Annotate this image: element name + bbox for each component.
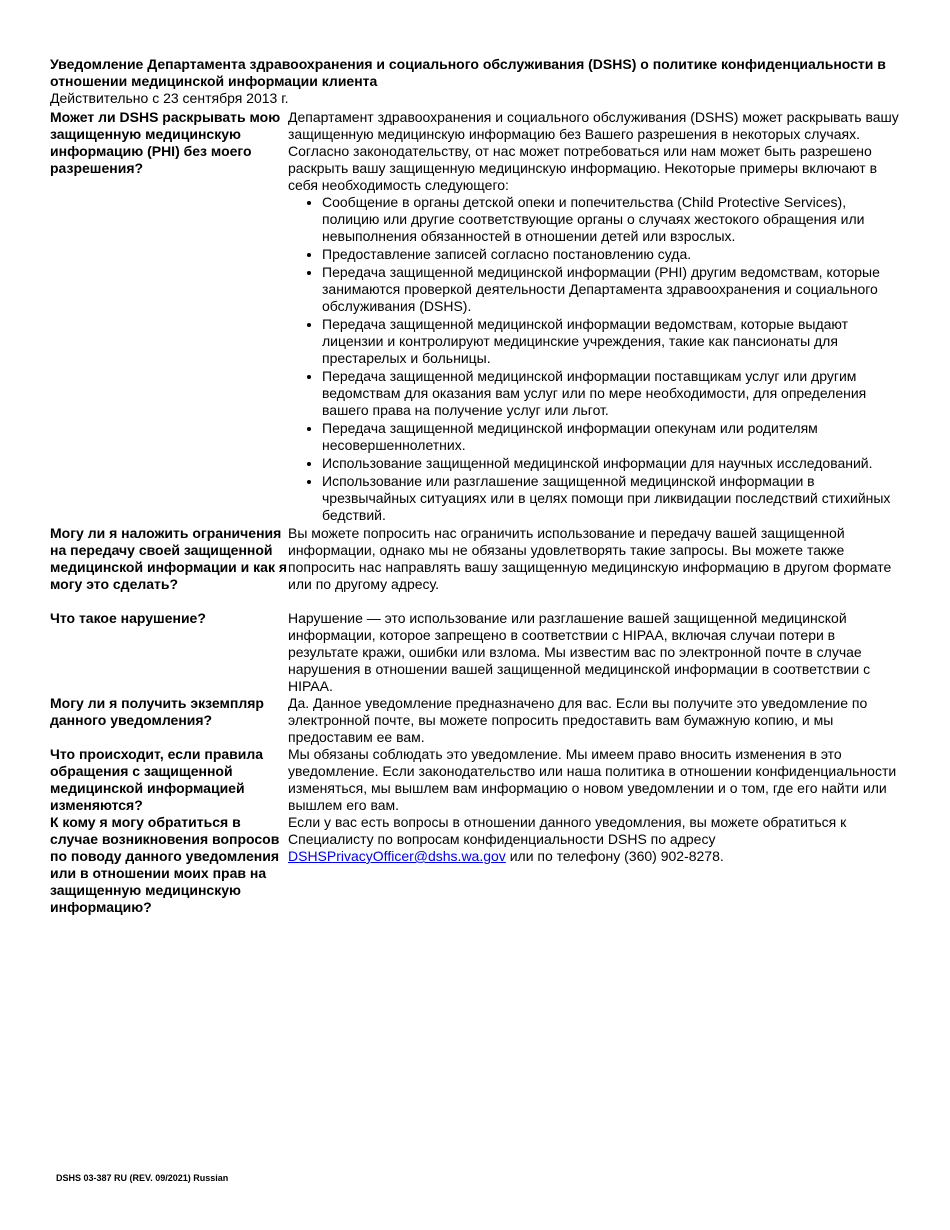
answer-contact — [288, 814, 900, 916]
answer-restrict — [288, 525, 900, 610]
notice-title: Уведомление Департамента здравоохранения и социального обслуживания (DSHS) о политике конфиденциальности в отношении медицинской информации клиента — [50, 56, 886, 89]
question-disclose: Может ли DSHS раскрывать мою защищенную медицинскую информацию (PHI) без моего разрешения? — [50, 109, 281, 176]
question-contact: К кому я могу обратиться в случае возникновения вопросов по поводу данного уведомления или в отношении моих прав на защищенную медицинскую информацию? — [50, 814, 280, 915]
qa-row-copy — [50, 695, 900, 746]
answer-restrict-text: Вы можете попросить нас ограничить использование и передачу вашей защищенной информации, однако мы не обязаны удовлетворять такие запросы. Вы можете также попросить нас направлять вашу защищенную медицинскую информацию в другом формате или по другому адресу. — [288, 525, 892, 592]
answer-changes: Мы обязаны соблюдать это уведомление. Мы имеем право вносить изменения в это уведомление. Если законодательство или наша политика в отношении конфиденциальности изменяться, мы вышлем вам информацию о новом уведомлении и о том, где его найти или вышлем его вам. — [288, 746, 897, 813]
list-item: • Передача защищенной медицинской информации (PHI) другим ведомствам, которые занимаются проверкой деятельности Департамента здравоохранения и социального обслуживания (DSHS). — [322, 264, 900, 315]
answer-breach: Нарушение — это использование или разглашение вашей защищенной медицинской информации, которое запрещено в соответствии с HIPAA, включая случаи потери в результате кражи, ошибки или взлома. Мы известим вас по электронной почте в случае нарушения в отношении вашей защищенной медицинской информации в соответствии с HIPAA. — [288, 610, 871, 694]
answer-disclose-intro: Департамент здравоохранения и социального обслуживания (DSHS) может раскрывать вашу защищенную медицинскую информацию без Вашего разрешения в некоторых случаях. Согласно законодательству, от нас может потребоваться или нам может быть разрешено раскрыть вашу защищенную медицинскую информацию. Некоторые примеры включают в себя необходимость следующего: — [288, 109, 899, 193]
list-item: • Передача защищенной медицинской информации поставщикам услуг или другим ведомствам для оказания вам услуг или по мере необходимости, для определения вашего права на получение услуг или льгот. — [322, 368, 900, 419]
qa-row-changes — [50, 746, 900, 814]
question-changes: Что происходит, если правила обращения с защищенной медицинской информацией изменяются? — [50, 746, 264, 813]
contact-text-before: Если у вас есть вопросы в отношении данного уведомления, вы можете обратиться к Специалисту по вопросам конфиденциальности DSHS по адресу — [288, 814, 847, 847]
answer-disclose — [288, 109, 900, 525]
qa-row-contact — [50, 814, 900, 916]
contact-text-after: или по телефону (360) 902-8278. — [505, 848, 724, 864]
disclosure-examples-list — [288, 194, 900, 524]
list-item: • Использование защищенной медицинской информации для научных исследований. — [322, 455, 900, 472]
list-item: • Передача защищенной медицинской информации опекунам или родителям несовершеннолетних. — [322, 420, 900, 454]
answer-copy: Да. Данное уведомление предназначено для вас. Если вы получите это уведомление по электронной почте, вы можете попросить предоставить вам бумажную копию, и мы предоставим ее вам. — [288, 695, 868, 745]
question-copy: Могу ли я получить экземпляр данного уведомления? — [50, 695, 264, 728]
question-breach: Что такое нарушение? — [50, 610, 206, 626]
qa-row-restrict — [50, 525, 900, 610]
list-item: • Передача защищенной медицинской информации ведомствам, которые выдают лицензии и контролируют медицинские учреждения, такие как пансионаты для престарелых и больницы. — [322, 316, 900, 367]
notice-page — [50, 56, 900, 916]
privacy-officer-email-link[interactable]: DSHSPrivacyOfficer@dshs.wa.gov — [288, 848, 506, 864]
list-item: • Предоставление записей согласно постановлению суда. — [322, 246, 900, 263]
qa-table — [50, 109, 900, 916]
list-item: • Использование или разглашение защищенной медицинской информации в чрезвычайных ситуациях или в целях помощи при ликвидации последствий стихийных бедствий. — [322, 473, 900, 524]
effective-date: Действительно с 23 сентября 2013 г. — [50, 90, 289, 106]
question-restrict: Могу ли я наложить ограничения на передачу своей защищенной медицинской информации и как я могу это сделать? — [50, 525, 288, 592]
qa-row-breach — [50, 610, 900, 695]
form-id-footer: DSHS 03-387 RU (REV. 09/2021) Russian — [56, 1173, 229, 1183]
qa-row-disclose — [50, 109, 900, 525]
list-item: • Сообщение в органы детской опеки и попечительства (Child Protective Services), полицию или другие соответствующие органы о случаях жестокого обращения или невыполнения обязанностей в отношении детей или взрослых. — [322, 194, 900, 245]
